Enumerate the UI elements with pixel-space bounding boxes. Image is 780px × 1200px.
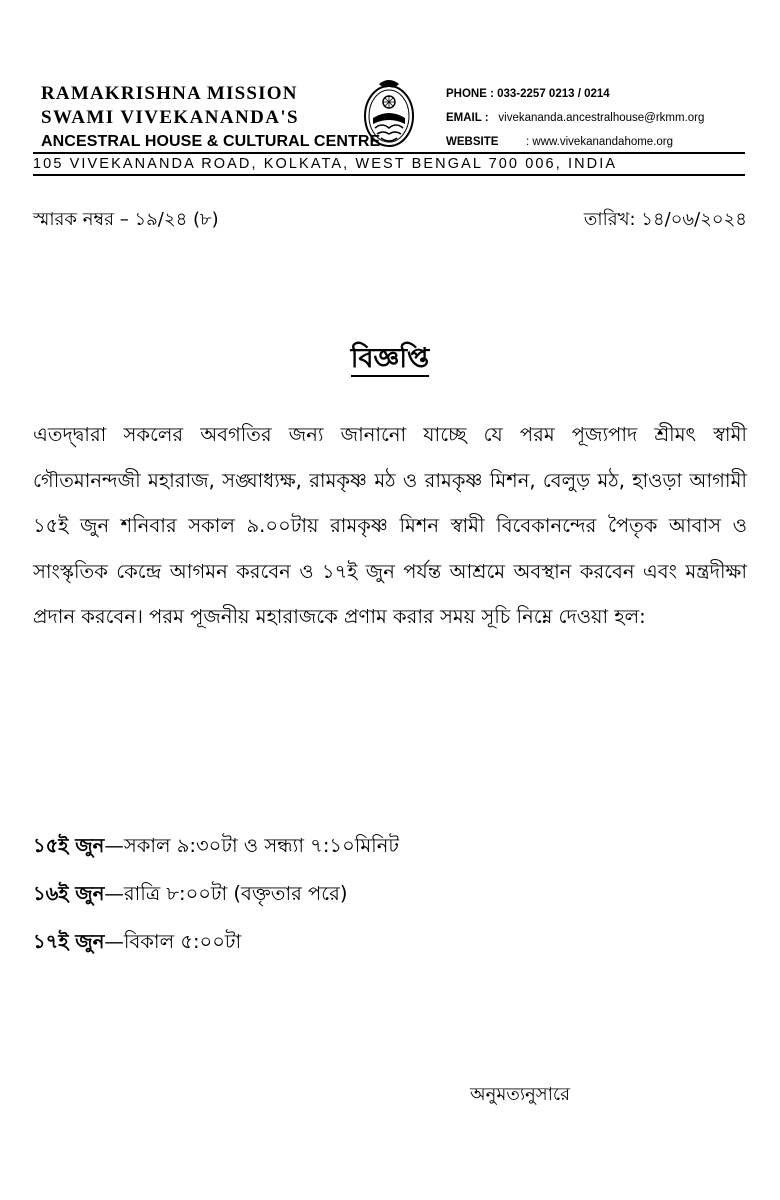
website-row xyxy=(446,130,704,154)
date: তারিখ: ১৪/০৬/২০২৪ xyxy=(583,209,747,230)
schedule-time: —বিকাল ৫:০০টা xyxy=(104,930,242,953)
schedule-item xyxy=(33,918,399,966)
schedule-time: —সকাল ৯:৩০টা ও সন্ধ্যা ৭:১০মিনিট xyxy=(104,834,400,857)
email-value[interactable]: vivekananda.ancestralhouse@rkmm.org xyxy=(498,112,705,124)
address: 105 VIVEKANANDA ROAD, KOLKATA, WEST BENGAL 700 006, INDIA xyxy=(33,156,618,172)
schedule-time: —রাত্রি ৮:০০টা (বক্তৃতার পরে) xyxy=(104,882,348,905)
notice-body: এতদ্দ্বারা সকলের অবগতির জন্য জানানো যাচ্ছে যে পরম পূজ্যপাদ শ্রীমৎ স্বামী গৌতমানন্দজী মহারাজ, সঙ্ঘাধ্যক্ষ, রামকৃষ্ণ মঠ ও রামকৃষ্ণ মিশন, বেলুড় মঠ, হাওড়া আগামী ১৫ই জুন শনিবার সকাল ৯.০০টায় রামকৃষ্ণ মিশন স্বামী বিবেকানন্দের পৈতৃক আবাস ও সাংস্কৃতিক কেন্দ্রে আগমন করবেন ও ১৭ই জুন পর্যন্ত আশ্রমে অবস্থান করবেন এবং মন্ত্রদীক্ষা প্রদান করবেন। পরম পূজনীয় মহারাজকে প্রণাম করার সময় সূচি নিম্নে দেওয়া হল: xyxy=(33,423,747,628)
signoff: অনুমত্যনুসারে xyxy=(470,1084,571,1105)
notice-title-text: বিজ্ঞপ্তি xyxy=(351,343,430,377)
phone-value: 033-2257 0213 / 0214 xyxy=(497,88,610,100)
notice-title xyxy=(0,338,780,383)
email-label: EMAIL : xyxy=(446,112,489,124)
org-line-1: RAMAKRISHNA MISSION xyxy=(41,83,298,104)
website-value[interactable]: : www.vivekanandahome.org xyxy=(526,136,674,148)
letterhead-bottom-rule xyxy=(33,174,745,176)
ramakrishna-mission-emblem-icon xyxy=(363,78,415,148)
email-row xyxy=(446,106,704,130)
contact-info xyxy=(446,82,704,154)
schedule-day: ১৫ই জুন xyxy=(33,834,105,857)
schedule-list xyxy=(33,822,399,966)
schedule-item xyxy=(33,870,399,918)
phone-row xyxy=(446,82,704,106)
letterhead-top-rule xyxy=(33,152,745,154)
schedule-day: ১৭ই জুন xyxy=(33,930,105,953)
org-line-3: ANCESTRAL HOUSE & CULTURAL CENTRE xyxy=(41,133,381,150)
schedule-item xyxy=(33,822,399,870)
schedule-day: ১৬ই জুন xyxy=(33,882,105,905)
org-line-2: SWAMI VIVEKANANDA'S xyxy=(41,107,299,128)
website-label: WEBSITE xyxy=(446,136,499,148)
memo-number: স্মারক নম্বর – ১৯/২৪ (৮) xyxy=(33,209,219,230)
letterhead xyxy=(33,78,747,178)
phone-label: PHONE : xyxy=(446,88,494,100)
organization-name xyxy=(41,82,380,154)
